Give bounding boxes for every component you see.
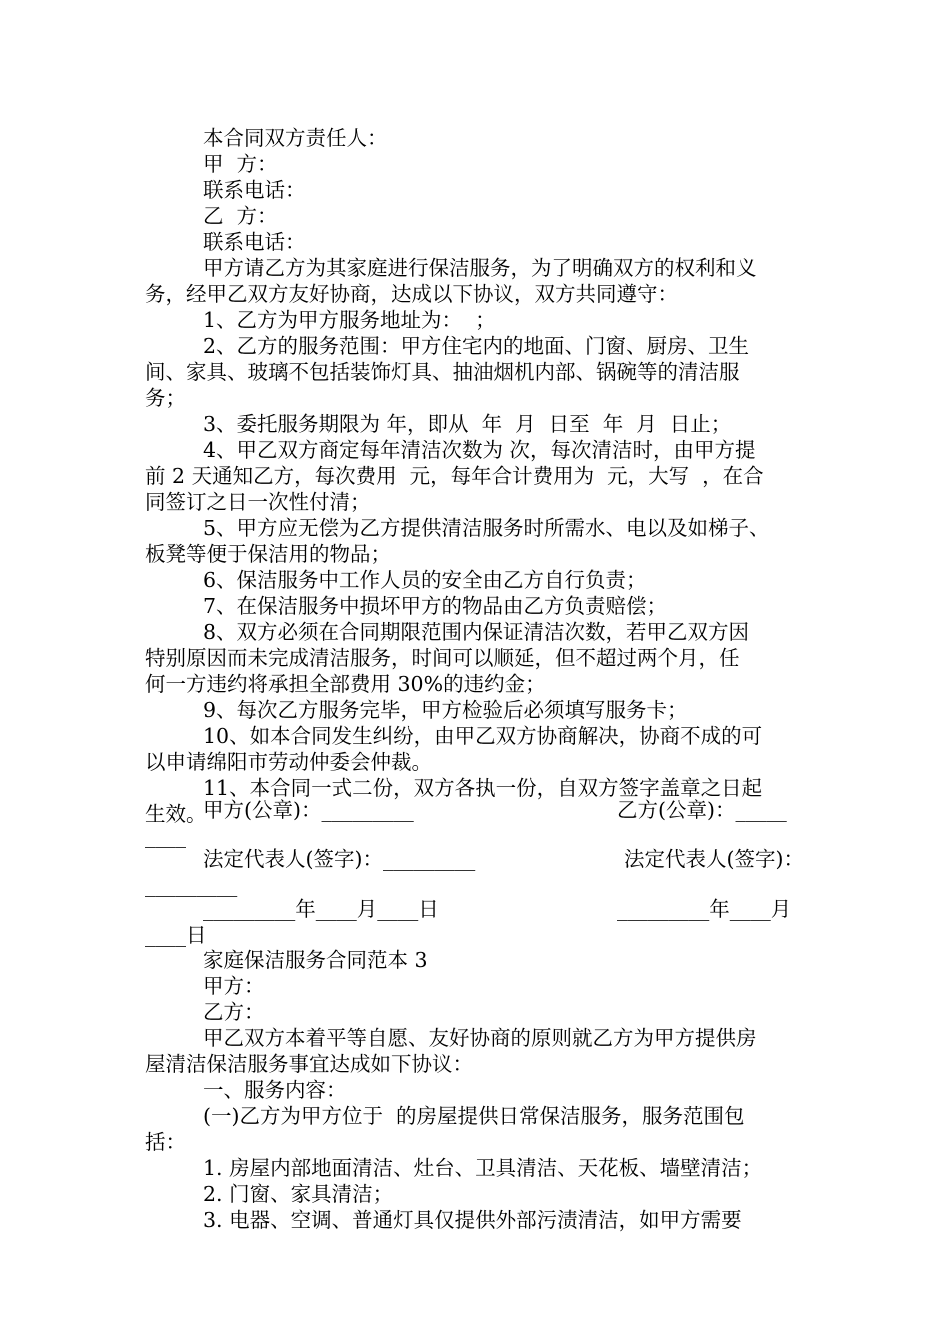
text-line: 联系电话： <box>203 178 306 202</box>
text-line: 2、乙方的服务范围：甲方住宅内的地面、门窗、厨房、卫生 <box>203 334 750 358</box>
text-line: 3、委托服务期限为 年，即从 年 月 日至 年 月 日止； <box>203 412 732 436</box>
text-line: 1、乙方为甲方服务地址为： ； <box>203 308 496 332</box>
legal-rep-b-line-cont: _________ <box>145 873 238 897</box>
text-line: 同签订之日一次性付清； <box>145 490 371 514</box>
party-a-seal-line: 甲方(公章)：_________ <box>203 798 414 822</box>
text-line: 乙方： <box>203 1000 265 1024</box>
text-line: 本合同双方责任人： <box>203 126 388 150</box>
text-line: 务； <box>145 386 186 410</box>
text-line: 10、如本合同发生纠纷，由甲乙双方协商解决，协商不成的可 <box>203 724 763 748</box>
text-line: 3. 电器、空调、普通灯具仅提供外部污渍清洁，如甲方需要 <box>203 1208 742 1232</box>
text-line: 务，经甲乙双方友好协商，达成以下协议，双方共同遵守： <box>145 282 678 306</box>
text-line: 生效。 <box>145 802 207 826</box>
text-line: 甲乙双方本着平等自愿、友好协商的原则就乙方为甲方提供房 <box>203 1026 757 1050</box>
text-line: 一、服务内容： <box>203 1078 347 1102</box>
text-line: 甲 方： <box>203 152 278 176</box>
text-line: 特别原因而未完成清洁服务，时间可以顺延，但不超过两个月，任 <box>145 646 740 670</box>
party-b-seal-line: 乙方(公章)：_____ <box>617 798 787 822</box>
text-line: 甲方： <box>203 974 265 998</box>
text-line: 8、双方必须在合同期限范围内保证清洁次数，若甲乙双方因 <box>203 620 750 644</box>
text-line: 7、在保洁服务中损坏甲方的物品由乙方负责赔偿； <box>203 594 668 618</box>
party-b-seal-line-cont: ____ <box>145 824 186 848</box>
legal-rep-b-line: 法定代表人(签字)： <box>624 847 804 871</box>
text-line: 何一方违约将承担全部费用 30%的违约金； <box>145 672 546 696</box>
text-line: (一)乙方为甲方位于 的房屋提供日常保洁服务，服务范围包 <box>203 1104 745 1128</box>
date-b-line: _________年____月 <box>617 897 792 921</box>
text-line: 前 2 天通知乙方，每次费用 元，每年合计费用为 元，大写 ，在合 <box>145 464 764 488</box>
text-line: 括： <box>145 1130 186 1154</box>
text-line: 联系电话： <box>203 230 306 254</box>
legal-rep-a-line: 法定代表人(签字)：_________ <box>203 847 476 871</box>
text-line: 4、甲乙双方商定每年清洁次数为 次，每次清洁时，由甲方提 <box>203 438 756 462</box>
text-line: 间、家具、玻璃不包括装饰灯具、抽油烟机内部、锅碗等的清洁服 <box>145 360 740 384</box>
date-a-line: _________年____月____日 <box>203 897 439 921</box>
text-line: 1. 房屋内部地面清洁、灶台、卫具清洁、天花板、墙壁清洁； <box>203 1156 763 1180</box>
text-line: 以申请绵阳市劳动仲委会仲裁。 <box>145 750 432 774</box>
text-line: 2. 门窗、家具清洁； <box>203 1182 394 1206</box>
text-line: 9、每次乙方服务完毕，甲方检验后必须填写服务卡； <box>203 698 688 722</box>
date-b-line-cont: ____日 <box>145 923 207 947</box>
text-line: 板凳等便于保洁用的物品； <box>145 542 391 566</box>
text-line: 家庭保洁服务合同范本 3 <box>203 948 428 972</box>
text-line: 屋清洁保洁服务事宜达成如下协议： <box>145 1052 473 1076</box>
text-line: 11、本合同一式二份，双方各执一份，自双方签字盖章之日起 <box>203 776 763 800</box>
text-line: 5、甲方应无偿为乙方提供清洁服务时所需水、电以及如梯子、 <box>203 516 770 540</box>
text-line: 6、保洁服务中工作人员的安全由乙方自行负责； <box>203 568 647 592</box>
text-line: 甲方请乙方为其家庭进行保洁服务，为了明确双方的权利和义 <box>203 256 757 280</box>
text-line: 乙 方： <box>203 204 278 228</box>
